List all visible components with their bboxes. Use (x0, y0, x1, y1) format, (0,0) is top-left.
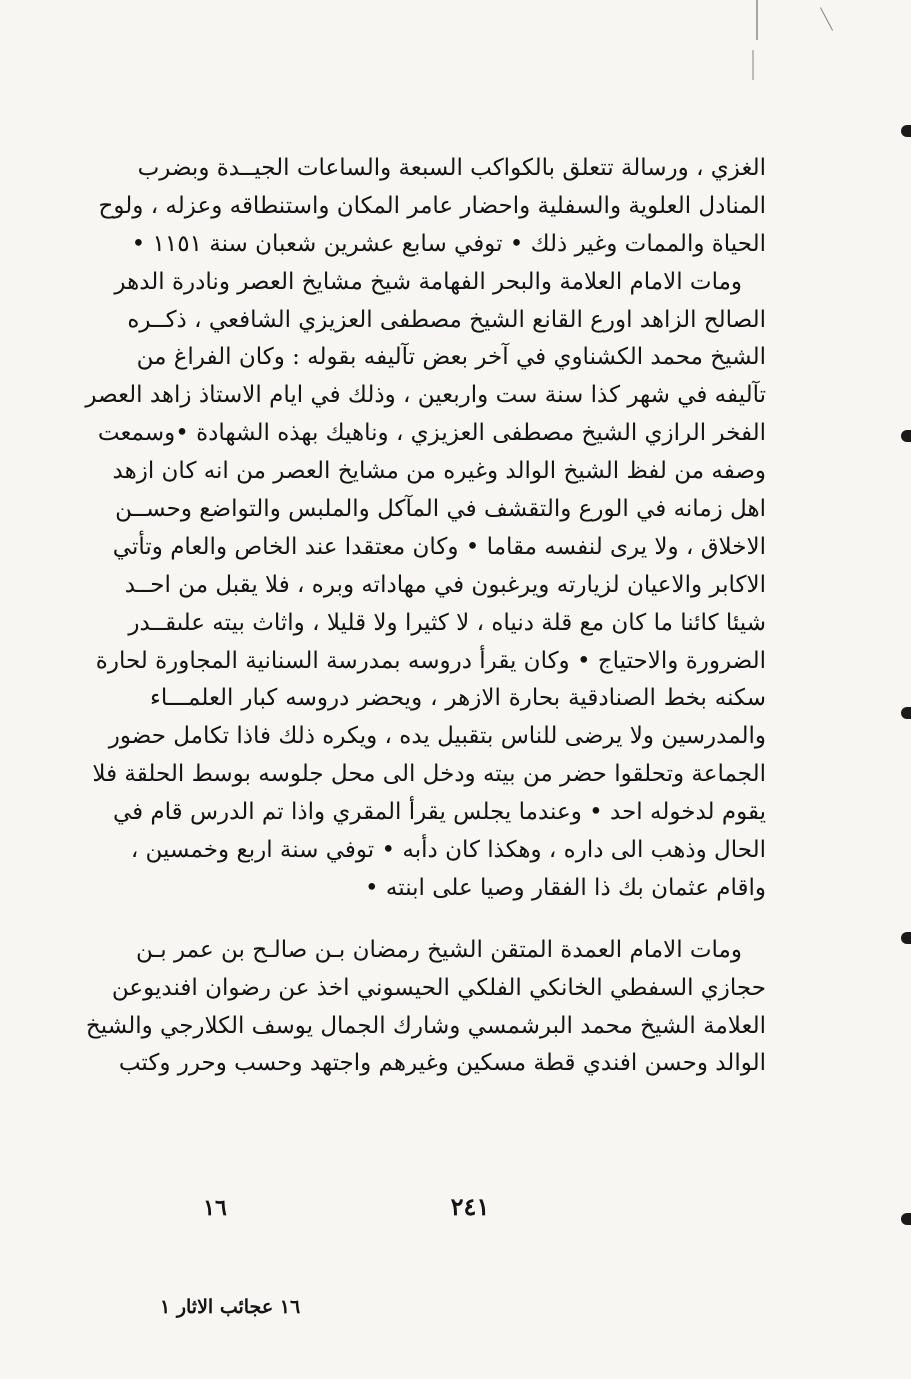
scan-artifact (756, 0, 758, 40)
scan-edge-mark (901, 125, 911, 137)
paragraph-gap (150, 908, 766, 932)
text-line: الجماعة وتحلقوا حضر من بيته ودخل الى محل جلوسه بوسط الحلقة فلا (92, 761, 766, 788)
scan-edge-mark (901, 707, 911, 719)
text-line: تآليفه في شهر كذا سنة ست واربعين ، وذلك في ايام الاستاذ زاهد العصر (85, 382, 766, 409)
footer-note: ١٦ عجائب الاثار ١ (160, 1296, 301, 1318)
text-line: حجازي السفطي الخانكي الفلكي الحيسوني اخذ عن رضوان افنديوعن (111, 974, 766, 1001)
text-line: الفخر الرازي الشيخ مصطفى العزيزي ، وناهيك بهذه الشهادة •وسمعت (97, 420, 766, 447)
text-line: ومات الامام العلامة والبحر الفهامة شيخ مشايخ العصر ونادرة الدهر (114, 268, 742, 295)
text-line: الضرورة والاحتياج • وكان يقرأ دروسه بمدرسة السنانية المجاورة لحارة (95, 647, 766, 674)
scan-edge-mark (901, 430, 911, 442)
scan-artifact (820, 7, 833, 30)
text-line: ومات الامام العمدة المتقن الشيخ رمضان بـن صالـح بن عمر بـن (136, 936, 742, 963)
text-line: الغزي ، ورسالة تتعلق بالكواكب السبعة والساعات الجيــدة وبضرب (137, 155, 766, 181)
text-line: الاكابر والاعيان لزيارته ويرغبون في مهاداته وبره ، فلا يقبل من احــد (124, 571, 766, 598)
page-number: ٢٤١ (450, 1192, 490, 1221)
text-line: وصفه من لفظ الشيخ الوالد وغيره من مشايخ العصر من انه كان ازهد (112, 458, 766, 485)
scan-edge-mark (901, 1213, 911, 1225)
text-line: اهل زمانه في الورع والتقشف في المآكل والملبس والتواضع وحســن (115, 496, 766, 523)
text-line: سكنه بخط الصنادقية بحارة الازهر ، ويحضر دروسه كبار العلمـــاء (150, 685, 766, 712)
text-line: الصالح الزاهد اورع القانع الشيخ مصطفى العزيزي الشافعي ، ذكــره (127, 306, 766, 333)
text-line: والمدرسين ولا يرضى للناس بتقبيل يده ، ويكره ذلك فاذا تكامل حضور (108, 723, 766, 750)
text-line: المنادل العلوية والسفلية واحضار عامر المكان واستنطاقه وعزله ، ولوح (98, 192, 766, 219)
text-line: الحياة والممات وغير ذلك • توفي سابع عشرين شعبان سنة ١١٥١ • (131, 230, 766, 257)
signature-mark: ١٦ (203, 1195, 227, 1221)
text-line: شيئا كائنا ما كان مع قلة دنياه ، لا كثيرا ولا قليلا ، واثاث بيته علىقــدر (128, 609, 766, 636)
text-line: الاخلاق ، ولا يرى لنفسه مقاما • وكان معتقدا عند الخاص والعام وتأتي (112, 533, 766, 560)
text-line: الشيخ محمد الكشناوي في آخر بعض تآليفه بقوله : وكان الفراغ من (136, 344, 766, 371)
text-line: واقام عثمان بك ذا الفقار وصيا على ابنته • (365, 874, 766, 901)
scan-edge-mark (901, 932, 911, 944)
text-line: يقوم لدخوله احد • وعندما يجلس يقرأ المقري واذا تم الدرس قام في (112, 799, 766, 826)
text-line: الوالد وحسن افندي قطة مسكين وغيرهم واجتهد وحسب وحرر وكتب (118, 1050, 766, 1077)
text-line: العلامة الشيخ محمد البرشمسي وشارك الجمال يوسف الكلارجي والشيخ (85, 1012, 766, 1039)
main-text-block (85, 150, 766, 1083)
text-line: الحال وذهب الى داره ، وهكذا كان دأبه • توفي سنة اربع وخمسين ، (130, 837, 766, 864)
scan-artifact (752, 50, 754, 80)
